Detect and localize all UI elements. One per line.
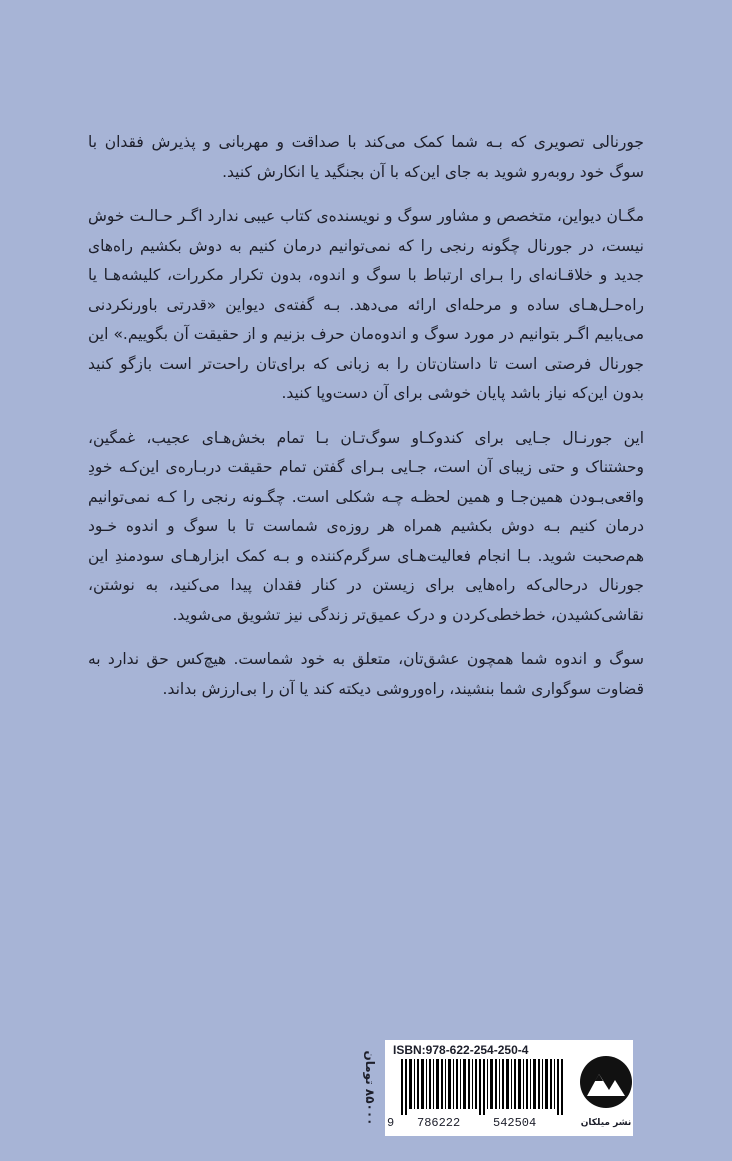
barcode-icon: [401, 1059, 577, 1115]
isbn-label: ISBN:978-622-254-250-4: [393, 1043, 529, 1057]
mountain-logo-icon: [579, 1048, 633, 1116]
barcode-digit-group-1: 786222: [417, 1116, 461, 1130]
barcode-sticker: [385, 1040, 633, 1136]
paragraph-4: سوگ و اندوه شما همچون عشق‌تان، متعلق به خود شماست. هیچ‌کس حق ندارد به قضاوت سوگواری شما بنشیند، راه‌وروشی دیکته کند یا آن را بی‌ارزش بداند.: [88, 650, 644, 698]
publisher-logo: [579, 1048, 633, 1132]
paragraph-3: این جورنـال جـایی برای کندوکـاو سوگ‌تـان بـا تمام بخش‌هـای عجیب، غمگین، وحشتناک و حتی زیبای آن است، جـایی بـرای گفتن تمام حقیقت دربـاره‌ی این‌کـه خودِ واقعی‌بـودن همین‌جـا و همین لحظـه چـه شکلی است. چگـونه رنجی را کـه نمی‌توانیم درمان کنیم بـه دوش بکشیم همراه هر روزه‌ی شماست تا با سوگ و اندوه خـود هم‌صحبت شوید. بـا انجام فعالیت‌هـای سرگرم‌کننده و بـه کمک ابزارهـای سودمندِ این جورنال درحالی‌که راه‌هایی برای زیستن در کنار فقدان پیدا می‌کنید، به نوشتن، نقاشی‌کشیدن، خط‌خطی‌کردن و درک عمیق‌تر زندگی نیز تشویق می‌شوید.: [88, 428, 644, 624]
paragraph-1: جورنالی تصویری که بـه شما کمک می‌کند با صداقت و مهربانی و پذیرش فقدان با سوگ خود روبه‌رو شوید به جای این‌که با آن بجنگید یا انکارش کنید.: [88, 133, 644, 181]
paragraph-2: مگـان دیواین، متخصص و مشاور سوگ و نویسنده‌ی کتاب عیبی ندارد اگـر حـالـت خوش نیست، در جورنال چگونه رنجی را که نمی‌توانیم درمان کنیم به دوش بکشیم راه‌های جدید و خلاقـانه‌ای را بـرای ارتباط با سوگ و اندوه، بدون تکرار مکررات، کلیشه‌هـا یا راه‌حـل‌هـای ساده و مرحله‌ای ارائه می‌دهد. بـه گفته‌ی دیواین «قدرتی باورنکردنی می‌یابیم اگـر بتوانیم در مورد سوگ و اندوه‌مان حرف بزنیم و از حقیقت آن بگوییم.» این جورنال فرصتی است تا داستان‌تان را به زبانی که برای‌تان راحت‌تر است بازگو کنید بدون این‌که نیاز باشد پایان خوشی برای آن دست‌وپا کنید.: [88, 207, 644, 402]
blurb-text: [88, 128, 644, 719]
price-label-box: [358, 1040, 382, 1136]
publisher-name: نشر میلکان: [580, 1118, 632, 1128]
barcode-digit-group-2: 542504: [493, 1116, 537, 1130]
barcode-digit-first: 9: [387, 1116, 395, 1130]
price-label: ۸۵۰۰۰ تومان: [363, 1050, 377, 1126]
